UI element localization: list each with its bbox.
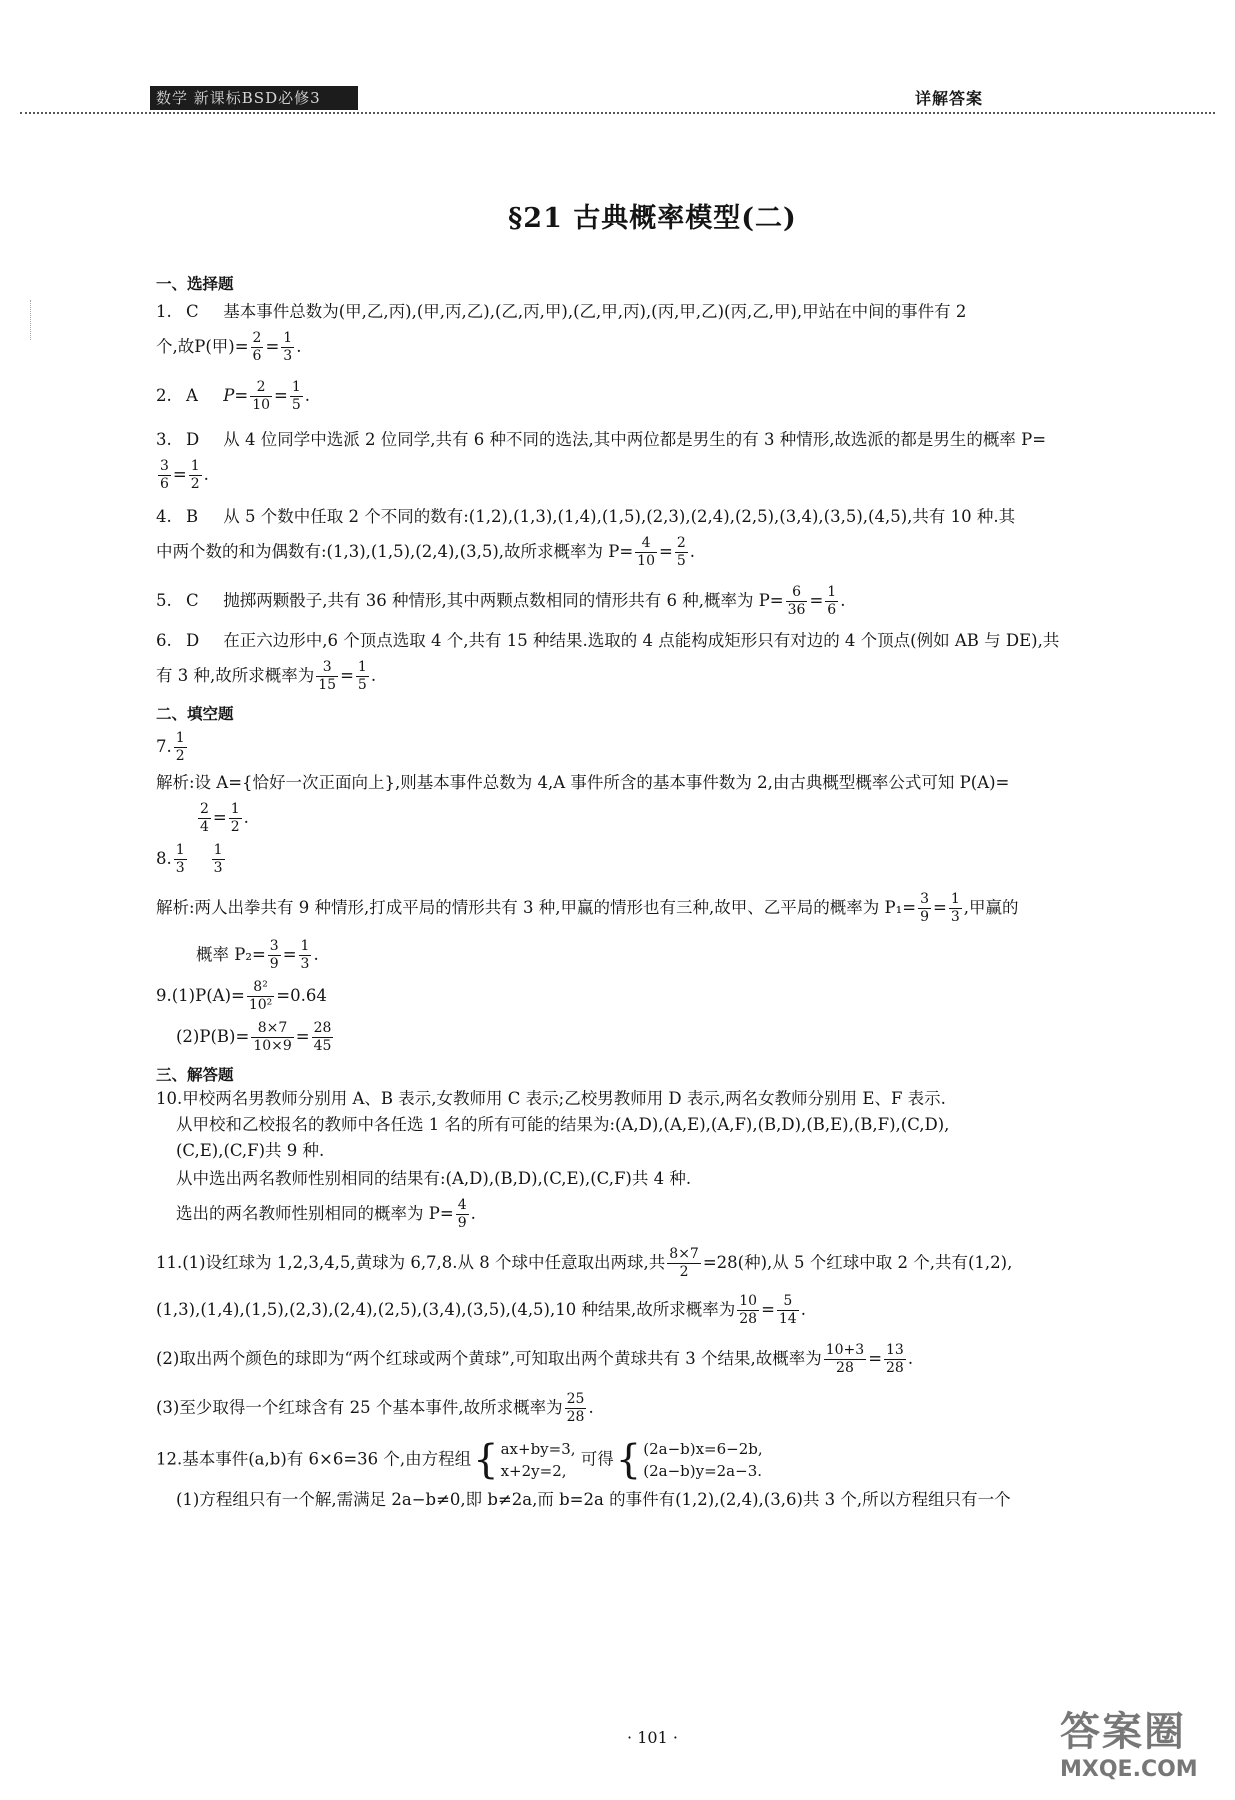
fraction — [229, 801, 242, 836]
denominator: 2 — [175, 748, 185, 764]
item-text: 从 5 个数中任取 2 个不同的数有:(1,2),(1,3),(1,4),(1,5),(2,3),(2,4),(2,5),(3,4),(3,5),(4,5),共有 10 种.其 — [223, 507, 1016, 526]
period: . — [243, 808, 249, 827]
equals: = — [274, 386, 288, 405]
answer-item-3 — [156, 428, 1206, 452]
equals: = — [659, 542, 673, 561]
item-text: (1,3),(1,4),(1,5),(2,3),(2,4),(2,5),(3,4),(3,5),(4,5),10 种结果,故所求概率为 — [156, 1300, 736, 1319]
denominator: 28 — [836, 1360, 854, 1376]
denominator: 15 — [318, 677, 337, 693]
header-divider — [20, 112, 1215, 114]
answer-item-10-line4: 从中选出两名教师性别相同的结果有:(A,D),(B,D),(C,E),(C,F)共 4 种. — [176, 1169, 692, 1188]
item-text: 个,故P(甲)= — [156, 337, 249, 356]
section-heading-solve: 三、解答题 — [156, 1066, 234, 1084]
period: . — [296, 337, 302, 356]
fraction — [290, 379, 303, 414]
header-answer-label: 详解答案 — [915, 89, 984, 108]
numerator: 5 — [777, 1293, 799, 1311]
fraction — [174, 842, 187, 877]
item-answer: D — [186, 631, 200, 650]
period: . — [203, 465, 209, 484]
numerator: 3 — [316, 659, 338, 677]
item-text: =28(种),从 5 个红球中取 2 个,共有(1,2), — [702, 1253, 1013, 1272]
period: . — [470, 1204, 476, 1223]
expression: (1)P(A)= — [171, 986, 245, 1005]
answer-item-11-line3 — [156, 1342, 1206, 1377]
item-answer: C — [186, 591, 199, 610]
equals: = — [761, 1300, 775, 1319]
equation-system — [643, 1438, 762, 1482]
numerator: 4 — [457, 1197, 467, 1213]
numerator: 28 — [313, 1020, 332, 1036]
watermark-logo — [1060, 1700, 1230, 1790]
answer-item-9 — [156, 979, 1206, 1014]
denominator: 10² — [248, 997, 273, 1013]
denominator: 2 — [679, 1264, 689, 1280]
denominator: 3 — [300, 956, 310, 972]
answer-item-6-cont — [156, 659, 1206, 694]
fraction — [250, 379, 272, 414]
denominator: 9 — [269, 956, 279, 972]
denominator: 9 — [457, 1215, 467, 1231]
fraction — [281, 330, 294, 365]
period: . — [840, 591, 846, 610]
denominator: 28 — [886, 1360, 904, 1376]
item-answer: C — [186, 302, 199, 321]
item-text: 有 3 种,故所求概率为 — [156, 666, 315, 685]
page-number: · 101 · — [627, 1728, 678, 1747]
numerator: 13 — [886, 1342, 904, 1358]
explanation-8 — [156, 891, 1206, 926]
left-brace: { — [615, 1437, 642, 1483]
answer-item-7 — [156, 730, 1206, 765]
item-text: P= — [223, 386, 249, 405]
item-number: 4. — [156, 507, 172, 526]
answer-item-10-line2: 从甲校和乙校报名的教师中各任选 1 名的所有可能的结果为:(A,D),(A,E),(A,F),(B,D),(B,E),(B,F),(C,D), — [176, 1115, 950, 1134]
numerator: 1 — [357, 659, 367, 675]
explanation-text: 概率 P₂= — [196, 945, 266, 964]
numerator: 3 — [269, 938, 279, 954]
numerator: 1 — [175, 730, 185, 746]
numerator: 4 — [635, 535, 657, 553]
item-answer: A — [186, 386, 198, 405]
equation: ax+by=3, — [500, 1440, 576, 1458]
section-heading-choice: 一、选择题 — [156, 275, 234, 293]
item-text: 12.基本事件(a,b)有 6×6=36 个,由方程组 — [156, 1449, 472, 1469]
denominator: 14 — [778, 1311, 797, 1327]
fraction — [356, 659, 369, 694]
denominator: 45 — [313, 1038, 332, 1054]
item-text: 11.(1)设红球为 1,2,3,4,5,黄球为 6,7,8.从 8 个球中任意取出两球,共 — [156, 1253, 666, 1272]
answer-item-3-cont — [156, 458, 1206, 493]
denominator: 10×9 — [253, 1038, 292, 1054]
equals: = — [295, 1027, 310, 1046]
explanation-text: 解析:两人出拳共有 9 种情形,打成平局的情形共有 3 种,甲赢的情形也有三种,故甲、乙平局的概率为 P₁= — [156, 898, 917, 917]
numerator: 1 — [950, 891, 960, 907]
numerator: 1 — [213, 842, 223, 858]
denominator: 2 — [190, 476, 200, 492]
equals: = — [265, 337, 280, 356]
item-number: 8. — [156, 849, 172, 868]
fraction — [884, 1342, 906, 1377]
answer-item-6 — [156, 629, 1206, 653]
fraction — [456, 1197, 469, 1232]
numerator: 8² — [247, 979, 274, 997]
answer-item-10-line5 — [156, 1197, 1206, 1232]
numerator: 10 — [739, 1293, 758, 1309]
numerator: 1 — [175, 842, 185, 858]
answer-item-1-cont — [156, 330, 1206, 365]
numerator: 6 — [786, 584, 808, 602]
margin-mark — [30, 300, 32, 340]
numerator: 1 — [291, 379, 301, 395]
watermark-url: MXQE.COM — [1060, 1757, 1198, 1782]
period: . — [304, 386, 311, 405]
page-title: §21 古典概率模型(二) — [508, 203, 797, 234]
denominator: 3 — [283, 348, 293, 364]
numerator: 3 — [920, 891, 929, 907]
result: =0.64 — [276, 986, 327, 1005]
period: . — [313, 945, 319, 964]
equals: = — [932, 898, 947, 917]
fraction — [247, 979, 274, 1014]
numerator: 25 — [566, 1391, 585, 1407]
numerator: 8×7 — [669, 1246, 699, 1262]
answer-item-8 — [156, 842, 1206, 877]
answer-item-4 — [156, 505, 1206, 529]
answer-item-12-line2: (1)方程组只有一个解,需满足 2a−b≠0,即 b≠2a,而 b=2a 的事件有(1,2),(2,4),(3,6)共 3 个,所以方程组只有一个 — [176, 1490, 1011, 1509]
answer-item-12 — [156, 1438, 1206, 1482]
fraction — [635, 535, 657, 570]
item-answer: D — [186, 430, 200, 449]
denominator: 6 — [827, 602, 837, 618]
fraction — [824, 1342, 866, 1377]
period: . — [907, 1349, 914, 1368]
explanation-text: ,甲赢的 — [963, 898, 1019, 917]
item-number: 3. — [156, 430, 172, 449]
period: . — [370, 666, 377, 685]
equals: = — [868, 1349, 883, 1368]
section-heading-fill: 二、填空题 — [156, 705, 234, 723]
equals: = — [212, 808, 227, 827]
fraction — [786, 584, 808, 619]
numerator: 10+3 — [825, 1342, 865, 1358]
denominator: 5 — [676, 553, 686, 569]
answer-item-10: 10.甲校两名男教师分别用 A、B 表示,女教师用 C 表示;乙校男教师用 D 表示,两名女教师分别用 E、F 表示. — [156, 1089, 946, 1108]
fraction — [737, 1293, 759, 1328]
expression: (2)P(B)= — [176, 1027, 250, 1046]
item-text: 中两个数的和为偶数有:(1,3),(1,5),(2,4),(3,5),故所求概率为 P= — [156, 542, 634, 561]
denominator: 5 — [357, 677, 367, 693]
denominator: 5 — [291, 397, 301, 413]
numerator: 1 — [230, 801, 240, 817]
item-text: 抛掷两颗骰子,共有 36 种情形,其中两颗点数相同的情形共有 6 种,概率为 P= — [223, 591, 784, 610]
item-text: (3)至少取得一个红球含有 25 个基本事件,故所求概率为 — [156, 1398, 563, 1417]
explanation-7 — [156, 771, 1206, 795]
numerator: 3 — [160, 458, 169, 474]
answer-item-11-line2 — [156, 1293, 1206, 1328]
item-number: 7. — [156, 737, 172, 756]
answer-item-10-line3: (C,E),(C,F)共 9 种. — [176, 1141, 325, 1160]
denominator: 36 — [787, 602, 806, 618]
answer-item-11-line4 — [156, 1391, 1206, 1426]
item-number: 6. — [156, 631, 172, 650]
fraction — [312, 1020, 334, 1055]
fraction — [918, 891, 931, 926]
equation: (2a−b)x=6−2b, — [643, 1440, 763, 1458]
answer-content — [156, 264, 1206, 1518]
fraction — [299, 938, 312, 973]
denominator: 6 — [252, 348, 262, 364]
equals: = — [282, 945, 297, 964]
denominator: 3 — [950, 909, 960, 925]
answer-item-4-cont — [156, 535, 1206, 570]
answer-item-5 — [156, 584, 1206, 619]
denominator: 2 — [230, 819, 240, 835]
item-text: (2)取出两个颜色的球即为“两个红球或两个黄球”,可知取出两个黄球共有 3 个结果,故概率为 — [156, 1349, 822, 1368]
answer-item-1 — [156, 300, 1206, 324]
equation: (2a−b)y=2a−3. — [643, 1462, 763, 1480]
fraction — [667, 1246, 701, 1281]
denominator: 10 — [252, 397, 271, 413]
item-text: 基本事件总数为(甲,乙,丙),(甲,丙,乙),(乙,丙,甲),(乙,甲,丙),(丙,甲,乙)(丙,乙,甲),甲站在中间的事件有 2 — [223, 302, 967, 321]
item-number: 9. — [156, 986, 172, 1005]
denominator: 6 — [160, 476, 169, 492]
numerator: 1 — [827, 584, 837, 600]
header-band: 数学 新课标BSD必修3 — [150, 86, 358, 110]
fraction — [565, 1391, 587, 1426]
fraction — [777, 1293, 799, 1328]
denominator: 28 — [739, 1311, 758, 1327]
denominator: 10 — [637, 553, 655, 569]
denominator: 28 — [566, 1409, 585, 1425]
fraction — [251, 330, 264, 365]
denominator: 3 — [175, 860, 185, 876]
period: . — [800, 1300, 806, 1319]
period: . — [689, 542, 695, 561]
numerator: 2 — [252, 330, 262, 346]
numerator: 2 — [676, 535, 686, 551]
item-number: 5. — [156, 591, 172, 610]
item-number: 1. — [156, 302, 172, 321]
explanation-8-cont — [156, 938, 1206, 973]
fraction — [675, 535, 688, 570]
item-text: 选出的两名教师性别相同的概率为 P= — [176, 1204, 454, 1223]
fraction — [251, 1020, 293, 1055]
item-text: 可得 — [580, 1449, 614, 1469]
explanation-text: 解析:设 A={恰好一次正面向上},则基本事件总数为 4,A 事件所含的基本事件数为 2,由古典概型概率公式可知 P(A)= — [156, 773, 1010, 792]
answer-item-9-part2 — [156, 1020, 1206, 1055]
left-brace: { — [473, 1437, 499, 1483]
equals: = — [809, 591, 824, 610]
fraction — [316, 659, 338, 694]
explanation-7-cont — [156, 801, 1206, 836]
fraction — [825, 584, 838, 619]
watermark-text: 答案圈 — [1060, 1709, 1186, 1755]
item-answer: B — [186, 507, 199, 526]
numerator: 8×7 — [251, 1020, 293, 1038]
numerator: 1 — [190, 458, 200, 474]
item-number: 2. — [156, 386, 172, 405]
item-text: 在正六边形中,6 个顶点选取 4 个,共有 15 种结果.选取的 4 点能构成矩形只有对边的 4 个顶点(例如 AB 与 DE),共 — [223, 631, 1060, 650]
denominator: 3 — [213, 860, 223, 876]
numerator: 2 — [250, 379, 272, 397]
fraction — [268, 938, 281, 973]
equals: = — [172, 465, 187, 484]
denominator: 4 — [200, 819, 209, 835]
answer-item-2 — [156, 379, 1206, 414]
fraction — [158, 458, 171, 493]
period: . — [588, 1398, 594, 1417]
answer-item-11 — [156, 1246, 1206, 1281]
fraction — [174, 730, 187, 765]
fraction — [189, 458, 202, 493]
equals: = — [340, 666, 354, 685]
fraction — [949, 891, 962, 926]
fraction — [212, 842, 225, 877]
fraction — [198, 801, 211, 836]
item-text: 从 4 位同学中选派 2 位同学,共有 6 种不同的选法,其中两位都是男生的有 3 种情形,故选派的都是男生的概率 P= — [223, 430, 1047, 449]
numerator: 2 — [200, 801, 209, 817]
numerator: 1 — [283, 330, 293, 346]
numerator: 1 — [300, 938, 310, 954]
denominator: 9 — [920, 909, 929, 925]
equation-system — [501, 1438, 576, 1482]
equation: x+2y=2, — [500, 1462, 567, 1480]
